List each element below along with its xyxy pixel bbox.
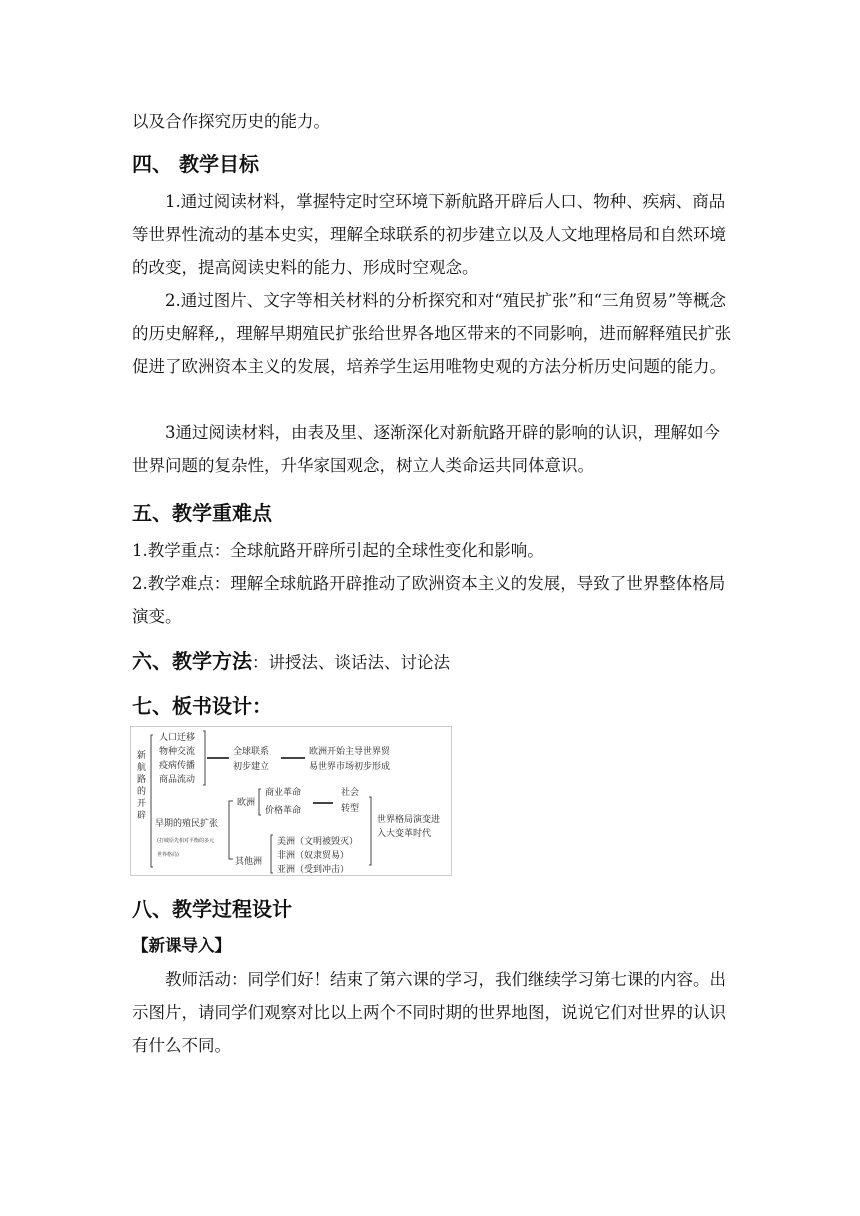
- pattern-1: 世界格局演变进: [377, 815, 441, 825]
- flows-bracket: [203, 731, 205, 785]
- section-4-heading: 四、 教学目标: [132, 152, 259, 176]
- board-root-3: 路: [137, 775, 147, 785]
- colonial-expansion: 早期的殖民扩张: [155, 819, 219, 829]
- blackboard-design-diagram: [130, 726, 452, 876]
- root-bracket: [151, 735, 153, 867]
- pattern-bracket: [369, 797, 371, 865]
- others-bracket: [271, 835, 273, 873]
- society-1: 社会: [341, 788, 360, 798]
- colonial-note-1: (打破原先相对平衡的多元: [157, 838, 214, 844]
- objective-2: 2.通过图片、文字等相关材料的分析探究和对“殖民扩张”和“三角贸易”等概念的历史解释,，理解早期殖民扩张给世界各地区带来的不同影响，进而解释殖民扩张促进了欧洲资本主义的发展，培养学生运用唯物史观的方法分析历史问题的能力。: [132, 291, 732, 376]
- board-root-4: 的: [137, 787, 147, 797]
- new-lesson-intro-label: 【新课导入】: [132, 936, 231, 955]
- europe-lead-1: 欧洲开始主导世界贸: [309, 747, 391, 757]
- key-point: 1.教学重点：全球航路开辟所引起的全球性变化和影响。: [132, 541, 544, 560]
- section-6-heading: [132, 645, 450, 674]
- flow-2: 物种交流: [159, 747, 196, 757]
- pattern-2: 入大变革时代: [377, 829, 432, 839]
- continent-asia: 亚洲（受到冲击）: [277, 865, 350, 875]
- objective-1: 1.通过阅读材料，掌握特定时空环境下新航路开辟后人口、物种、疾病、商品等世界性流动的基本史实，理解全球联系的初步建立以及人文地理格局和自然环境的改变，提高阅读史料的能力、形成时空观念。: [132, 192, 726, 277]
- section-8-heading: 八、教学过程设计: [132, 897, 292, 921]
- commercial-revolution: 商业革命: [265, 788, 302, 798]
- europe-bracket: [259, 789, 261, 815]
- price-revolution: 价格革命: [265, 806, 302, 816]
- objective-3: 3通过阅读材料，由表及里、逐渐深化对新航路开辟的影响的认识，理解如今世界问题的复杂性，升华家国观念，树立人类命运共同体意识。: [132, 423, 720, 475]
- flow-4: 商品流动: [159, 775, 196, 785]
- europe-label: 欧洲: [237, 798, 256, 808]
- flow-3: 疫病传播: [159, 761, 196, 771]
- board-root-1: 新: [137, 751, 147, 761]
- society-2: 转型: [341, 804, 360, 814]
- global-link-1: 全球联系: [233, 747, 270, 757]
- continent-america: 美洲（文明被毁灭）: [277, 837, 359, 847]
- section-7-heading: 七、板书设计：: [132, 694, 272, 718]
- others-label: 其他洲: [235, 857, 263, 867]
- section-5-heading: 五、教学重难点: [132, 501, 272, 525]
- board-diagram-svg: [131, 727, 451, 875]
- board-root-5: 开: [137, 799, 147, 809]
- colonial-bracket: [229, 801, 233, 859]
- board-root-2: 航: [137, 763, 147, 773]
- colonial-note-2: 世界格局): [157, 852, 179, 858]
- difficult-point: 2.教学难点：理解全球航路开辟推动了欧洲资本主义的发展，导致了世界整体格局演变。: [132, 574, 726, 626]
- europe-lead-2: 易世界市场初步形成: [309, 762, 391, 772]
- teaching-methods: ：讲授法、谈话法、讨论法: [252, 653, 450, 672]
- board-root-6: 辟: [137, 811, 147, 821]
- global-link-2: 初步建立: [233, 762, 270, 772]
- flow-1: 人口迁移: [159, 733, 196, 743]
- section-6-title: 六、教学方法: [132, 649, 252, 673]
- intro-tail: 以及合作探究历史的能力。: [132, 112, 330, 131]
- continent-africa: 非洲（奴隶贸易）: [277, 851, 350, 861]
- teacher-activity: 教师活动：同学们好！结束了第六课的学习，我们继续学习第七课的内容。出示图片，请同学们观察对比以上两个不同时期的世界地图，说说它们对世界的认识有什么不同。: [132, 970, 726, 1055]
